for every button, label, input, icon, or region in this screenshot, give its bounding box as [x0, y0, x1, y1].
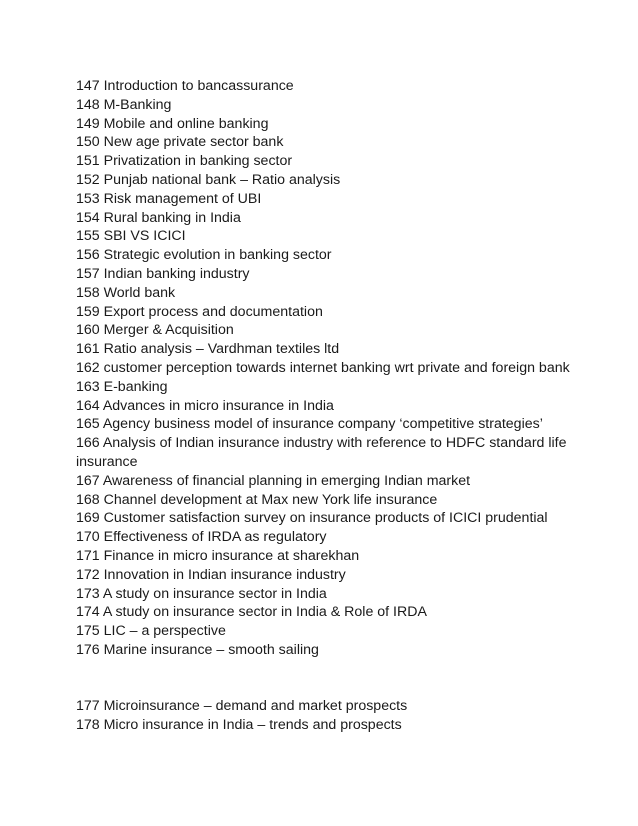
list-item: 157 Indian banking industry: [76, 265, 250, 282]
list-item: 160 Merger & Acquisition: [76, 322, 234, 339]
paragraph-gap: [76, 660, 576, 698]
list-item: 148 M-Banking: [76, 96, 172, 113]
topic-list: [76, 77, 576, 735]
list-item: 167 Awareness of financial planning in emerging Indian market: [76, 472, 471, 489]
list-item: 153 Risk management of UBI: [76, 190, 262, 207]
list-item: 154 Rural banking in India: [76, 209, 241, 226]
list-item: 155 SBI VS ICICI: [76, 228, 186, 245]
list-item: 159 Export process and documentation: [76, 303, 323, 320]
list-item: 166 Analysis of Indian insurance industry with reference to HDFC standard life insurance: [76, 435, 567, 470]
list-item: 163 E-banking: [76, 378, 168, 395]
list-item: 177 Microinsurance – demand and market prospects: [76, 698, 408, 715]
list-item: 170 Effectiveness of IRDA as regulatory: [76, 529, 327, 546]
list-item: 175 LIC – a perspective: [76, 623, 226, 640]
list-item: 150 New age private sector bank: [76, 134, 284, 151]
list-item: 173 A study on insurance sector in India: [76, 585, 327, 602]
list-item: 174 A study on insurance sector in India & Role of IRDA: [76, 604, 427, 621]
list-item: 151 Privatization in banking sector: [76, 153, 293, 170]
list-item: 171 Finance in micro insurance at sharekhan: [76, 547, 360, 564]
list-item: 164 Advances in micro insurance in India: [76, 397, 334, 414]
list-item: 156 Strategic evolution in banking sector: [76, 247, 332, 264]
list-item: 149 Mobile and online banking: [76, 115, 269, 132]
list-item: 169 Customer satisfaction survey on insurance products of ICICI prudential: [76, 510, 548, 527]
list-item: 158 World bank: [76, 284, 176, 301]
list-item: 152 Punjab national bank – Ratio analysis: [76, 171, 341, 188]
list-item: 176 Marine insurance – smooth sailing: [76, 641, 319, 658]
list-item: 172 Innovation in Indian insurance industry: [76, 566, 346, 583]
list-item: 168 Channel development at Max new York life insurance: [76, 491, 438, 508]
list-item: 178 Micro insurance in India – trends and prospects: [76, 717, 402, 734]
list-item: 161 Ratio analysis – Vardhman textiles ltd: [76, 341, 340, 358]
list-item: 162 customer perception towards internet banking wrt private and foreign bank: [76, 359, 570, 376]
list-item: 147 Introduction to bancassurance: [76, 78, 294, 94]
list-item: 165 Agency business model of insurance company ‘competitive strategies’: [76, 416, 543, 433]
